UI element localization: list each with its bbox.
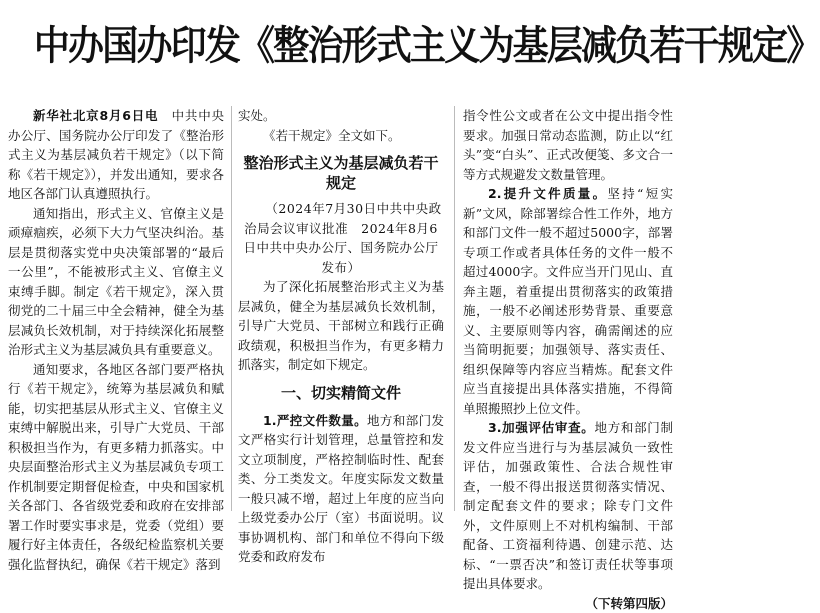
paragraph: 通知要求，各地区各部门要严格执行《若干规定》，统筹为基层减负和赋能，切实把基层从形式主义、官僚主义束缚中解脱出来，引导广大党员、干部积极担当作为，有更多精力抓落实。中央层面整治形式主义为基层减负专项工作机制要定期督促检查，中央和国家机关各部门、各省级党委和政府在安排部署工作时要实事求是，党委（党组）要履行好主体责任，各级纪检监察机关要强化监督执纪，确保《若干规定》落到: [8, 360, 224, 575]
paragraph: 通知指出，形式主义、官僚主义是顽瘴痼疾，必须下大力气坚决纠治。基层是贯彻落实党中央决策部署的“最后一公里”，不能被形式主义、官僚主义束缚手脚。制定《若干规定》，深入贯彻党的二十届三中全会精神，健全为基层减负长效机制，对于持续深化拓展整治形式主义为基层减负具有重要意义。: [8, 204, 224, 360]
paragraph: [463, 184, 673, 418]
column-divider: [454, 106, 455, 511]
continued-notice: （下转第四版）: [463, 594, 673, 613]
paragraph: 实处。: [238, 106, 444, 126]
paragraph: 《若干规定》全文如下。: [238, 126, 444, 146]
article-column-1: [8, 106, 224, 511]
column-divider: [231, 106, 232, 511]
document-title: 整治形式主义为基层减负若干规定: [238, 153, 444, 193]
document-subtitle: （2024年7月30日中共中央政治局会议审议批准 2024年8月6日中共中央办公厅、国务院办公厅发布）: [238, 199, 444, 277]
paragraph: [463, 418, 673, 594]
paragraph: 指令性公文或者在公文中提出指令性要求。加强日常动态监测，防止以“红头”变“白头”、正式改便笺、多文合一等方式规避发文数量管理。: [463, 106, 673, 184]
paragraph-text: 中共中央办公厅、国务院办公厅印发了《整治形式主义为基层减负若干规定》（以下简称《若干规定》），并发出通知，要求各地区各部门认真遵照执行。: [8, 108, 224, 201]
paragraph: [238, 411, 444, 567]
article-column-3: [463, 106, 673, 511]
item-text: 地方和部门发文严格实行计划管理，总量管控和发文立项制度，严格控制临时性、配套类、分工类发文。年度实际发文数量一般只减不增，超过上年度的应当向上级党委办公厅（室）书面说明。议事协调机构、部门和单位不得向下级党委和政府发布: [238, 413, 444, 565]
paragraph: 为了深化拓展整治形式主义为基层减负，健全为基层减负长效机制，引导广大党员、干部树立和践行正确政绩观，积极担当作为，有更多精力抓落实，制定如下规定。: [238, 277, 444, 375]
item-text: 地方和部门制发文件应当进行与为基层减负一致性评估，加强政策性、合法合规性审查，一般不得出报送贯彻落实情况、制定配套文件的要求；除专门文件外，文件原则上不对机构编制、干部配备、工资福利待遇、创建示范、达标、“一票否决”和签订责任状等事项提出具体要求。: [463, 420, 673, 591]
headline: 中办国办印发《整治形式主义为基层减负若干规定》: [34, 6, 643, 86]
article-column-2: [238, 106, 444, 511]
section-heading: 一、切实精简文件: [238, 383, 444, 403]
item-label: 3.加强评估审查。: [488, 420, 595, 435]
item-label: 2.提升文件质量。: [488, 186, 607, 201]
dateline: 新华社北京8月6日电: [33, 108, 158, 123]
item-label: 1.严控文件数量。: [263, 413, 367, 428]
paragraph-lead: [8, 106, 224, 204]
item-text: 坚持“短实新”文风，除部署综合性工作外，地方和部门文件一般不超过5000字，部署专项工作或者具体任务的文件一般不超过4000字。文件应当开门见山、直奔主题，着重提出贯彻落实的政策措施，一般不必阐述形势背景、重要意义、主要原则等内容，确需阐述的应当简明扼要；加强领导、落实责任、组织保障等内容应当精炼。配套文件应当直接提出具体落实措施，不得简单照搬照抄上位文件。: [463, 186, 673, 416]
